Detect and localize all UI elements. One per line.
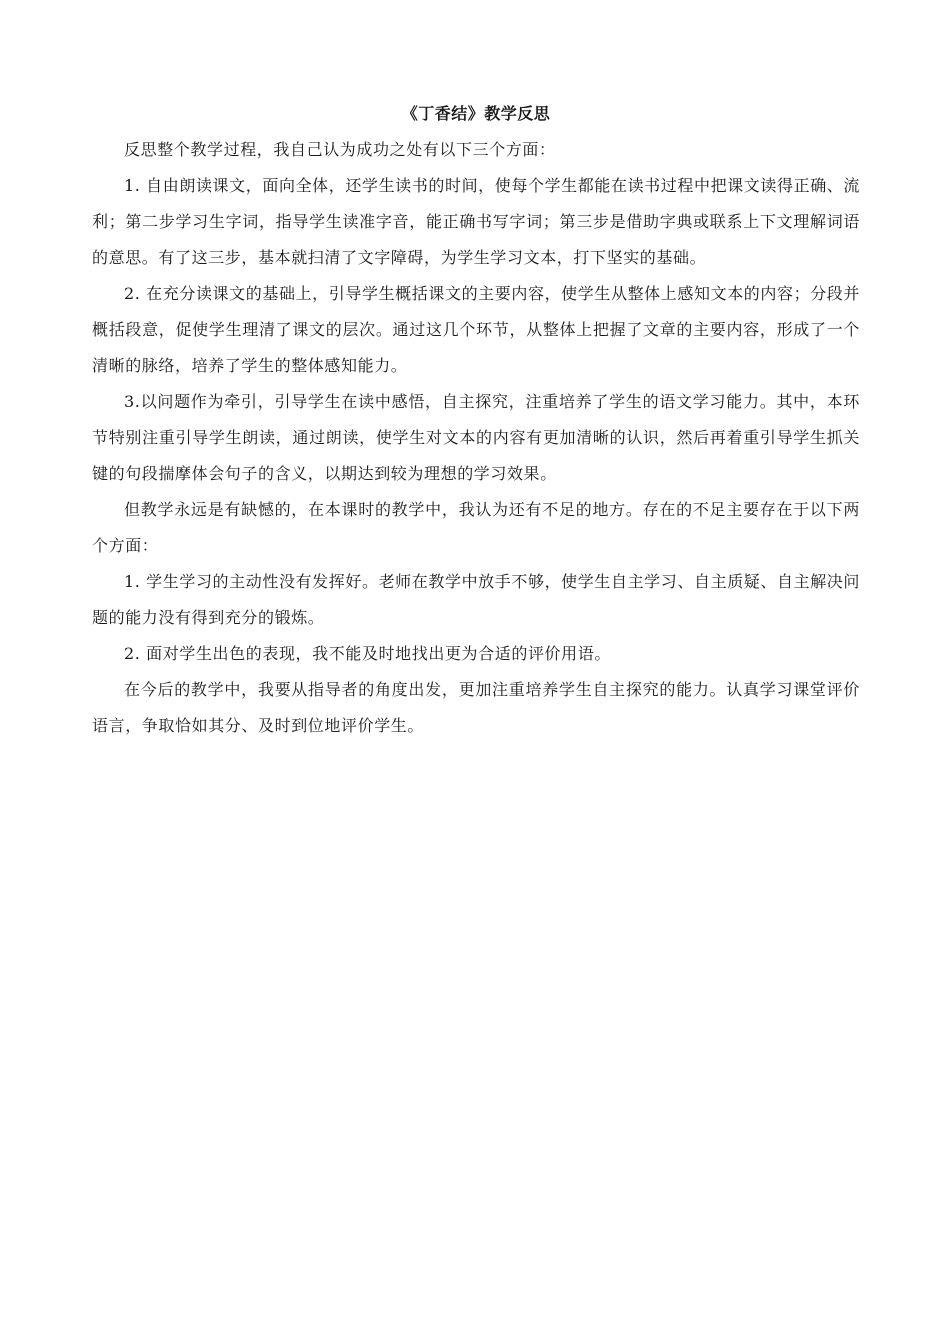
paragraph-intro: 反思整个教学过程，我自己认为成功之处有以下三个方面： [124,140,556,159]
paragraph-shortcoming-1: 1. 学生学习的主动性没有发挥好。老师在教学中放手不够，使学生自主学习、自主质疑、自主解决问题的能力没有得到充分的锻炼。 [92,572,860,627]
document-body [92,98,860,744]
paragraph-success-1: 1. 自由朗读课文，面向全体，还学生读书的时间，使每个学生都能在读书过程中把课文读得正确、流利；第二步学习生字词，指导学生读准字音，能正确书写字词；第三步是借助字典或联系上下文理解词语的意思。有了这三步，基本就扫清了文字障碍，为学生学习文本，打下坚实的基础。 [92,176,860,267]
document-title: 《丁香结》教学反思 [401,104,551,123]
paragraph-success-3: 3.以问题作为牵引，引导学生在读中感悟，自主探究，注重培养了学生的语文学习能力。其中，本环节特别注重引导学生朗读，通过朗读，使学生对文本的内容有更加清晰的认识，然后再着重引导学生抓关键的句段揣摩体会句子的含义，以期达到较为理想的学习效果。 [92,392,860,483]
paragraph-conclusion: 在今后的教学中，我要从指导者的角度出发，更加注重培养学生自主探究的能力。认真学习课堂评价语言，争取恰如其分、及时到位地评价学生。 [92,680,860,735]
paragraph-shortcoming-2: 2. 面对学生出色的表现，我不能及时地找出更为合适的评价用语。 [124,644,611,663]
paragraph-success-2: 2. 在充分读课文的基础上，引导学生概括课文的主要内容，使学生从整体上感知文本的内容；分段并概括段意，促使学生理清了课文的层次。通过这几个环节，从整体上把握了文章的主要内容，形成了一个清晰的脉络，培养了学生的整体感知能力。 [92,284,860,375]
paragraph-shortcomings-intro: 但教学永远是有缺憾的，在本课时的教学中，我认为还有不足的地方。存在的不足主要存在于以下两个方面： [92,500,860,555]
